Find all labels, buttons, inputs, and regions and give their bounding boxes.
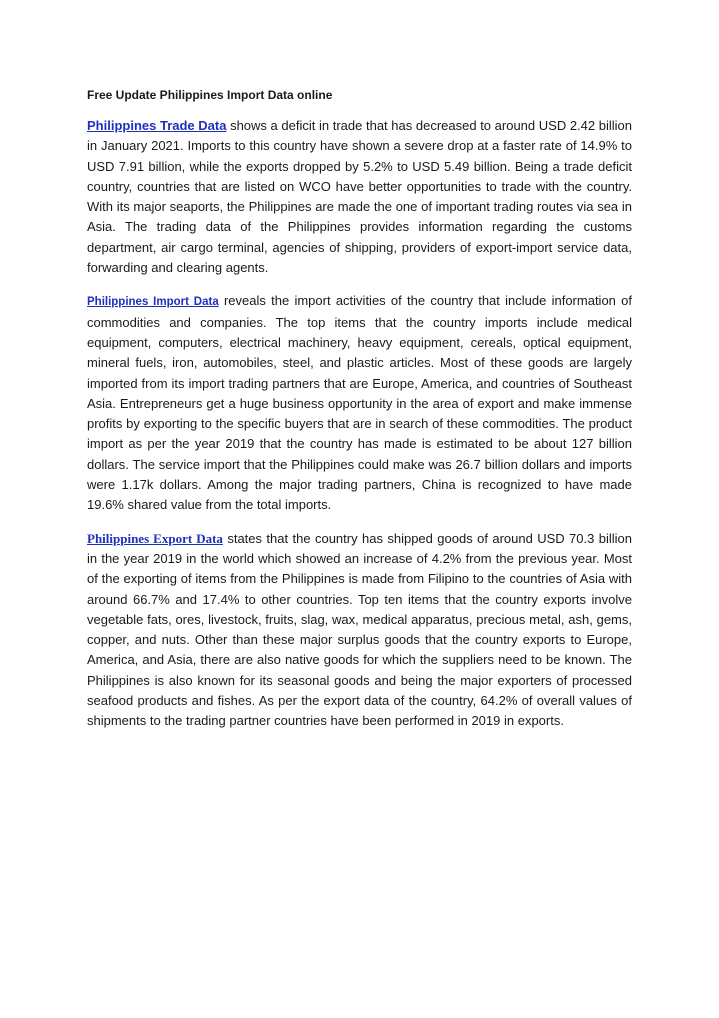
philippines-trade-data-link[interactable]: Philippines Trade Data (87, 118, 227, 133)
document-title: Free Update Philippines Import Data online (87, 88, 333, 102)
philippines-import-data-link[interactable]: Philippines Import Data (87, 296, 219, 309)
philippines-export-data-link[interactable]: Philippines Export Data (87, 530, 223, 546)
paragraph-export-data-text: states that the country has shipped goods of around USD 70.3 billion in the year 2019 in the world which showed an increase of 4.2% from the previous year. Most of the exporting of items from the Philippines is made from Filipino to the countries of Asia with around 66.7% and 17.4% to other countries. Top ten items that the country exports involve vegetable fats, ores, livestock, fruits, slag, wax, medical apparatus, precious metal, ash, gems, copper, and nuts. Other than these major surplus goods that the country exports to Europe, America, and Asia, there are also native goods for which the suppliers need to be known. The Philippines is also known for its seasonal goods and being the major exporters of processed seafood products and fishes. As per the export data of the country, 64.2% of overall values of shipments to the trading partner countries have been performed in 2019 in exports. (87, 530, 632, 729)
paragraph-trade-data-text: shows a deficit in trade that has decreased to around USD 2.42 billion in January 2021. Imports to this country have shown a severe drop at a faster rate of 14.9% to USD 7.91 billion, while the exports dropped by 5.2% to USD 5.49 billion. Being a trade deficit country, countries that are listed on WCO have better opportunities to trade with the country. With its major seaports, the Philippines are made the one of important trading routes via sea in Asia. The trading data of the Philippines provides information regarding the customs department, air cargo terminal, agencies of shipping, providers of export-import service data, forwarding and clearing agents. (87, 118, 632, 276)
paragraph-import-data (87, 291, 632, 515)
paragraph-trade-data (87, 116, 632, 278)
paragraph-export-data (87, 529, 632, 732)
document-page (87, 86, 632, 745)
paragraph-import-data-text: reveals the import activities of the country that include information of commodities and companies. The top items that the country imports include medical equipment, computers, electrical machinery, heavy equipment, cereals, optical equipment, mineral fuels, iron, automobiles, steel, and plastic articles. Most of these goods are largely imported from its import trading partners that are Europe, America, and countries of Southeast Asia. Entrepreneurs get a huge business opportunity in the area of export and make immense profits by exporting to the specific buyers that are in search of these commodities. The product import as per the year 2019 that the country has made is estimated to be about 127 billion dollars. The service import that the Philippines could make was 26.7 billion dollars and imports were 1.17k dollars. Among the major trading partners, China is recognized to have made 19.6% shared value from the total imports. (87, 293, 633, 513)
